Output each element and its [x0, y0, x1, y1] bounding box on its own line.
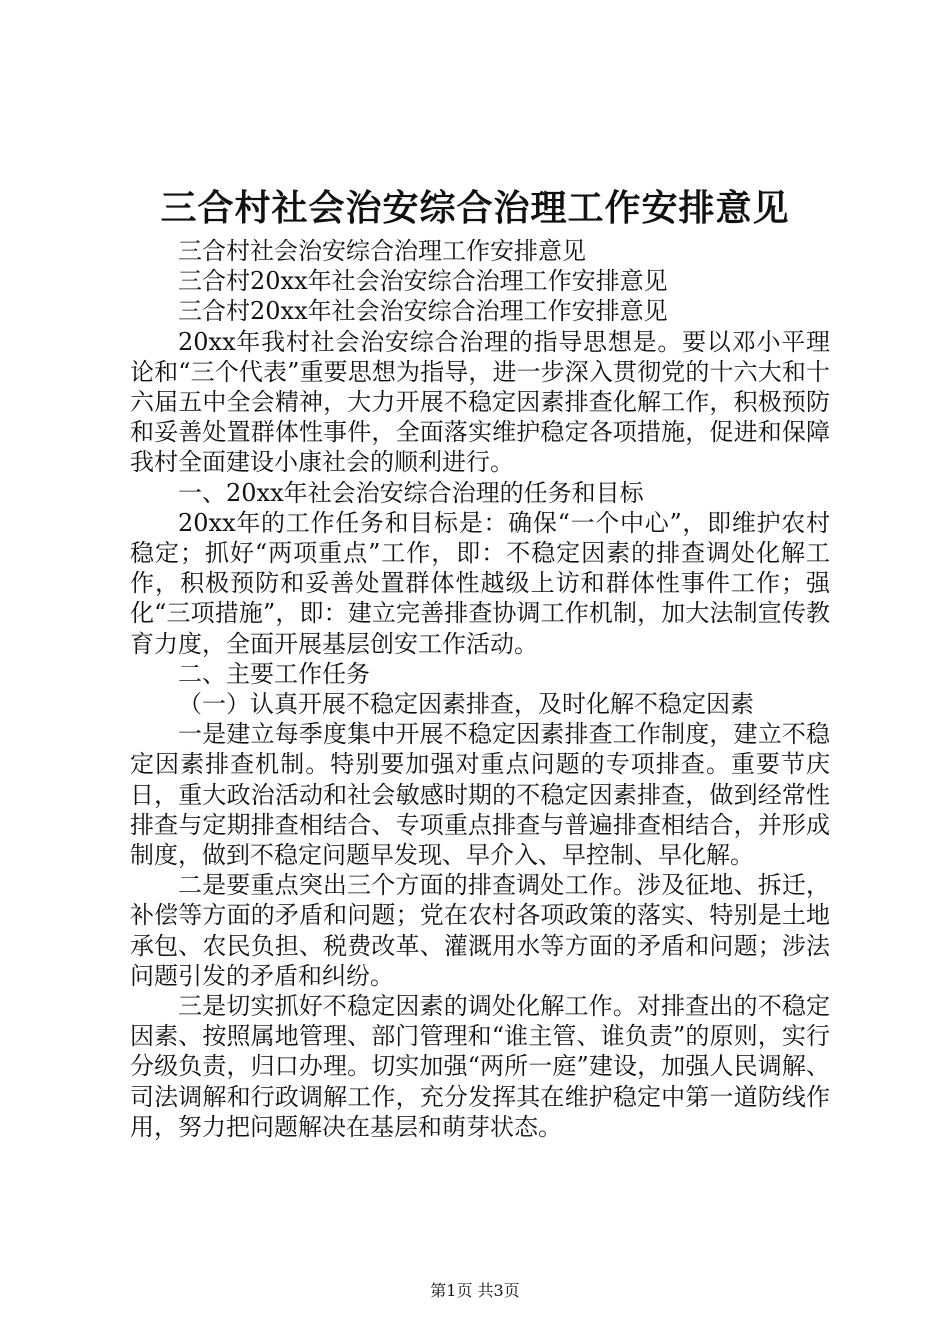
paragraph: 二是要重点突出三个方面的排查调处工作。涉及征地、拆迁，补偿等方面的矛盾和问题；党在农村各项政策的落实、特别是土地承包、农民负担、税费改革、灌溉用水等方面的矛盾和问题；涉法问题引发的矛盾和纠纷。	[130, 871, 830, 990]
document-body	[130, 236, 830, 1142]
page-footer: 第1页 共3页	[430, 1281, 520, 1300]
paragraph: 三合村社会治安综合治理工作安排意见	[178, 237, 586, 265]
paragraph: 20xx年的工作任务和目标是：确保“一个中心”，即维护农村稳定；抓好“两项重点”工作，即：不稳定因素的排查调处化解工作，积极预防和妥善处置群体性越级上访和群体性事件工作；强化“三项措施”，即：建立完善排查协调工作机制，加大法制宣传教育力度，全面开展基层创安工作活动。	[130, 508, 830, 658]
paragraph: 一是建立每季度集中开展不稳定因素排查工作制度，建立不稳定因素排查机制。特别要加强对重点问题的专项排查。重要节庆日，重大政治活动和社会敏感时期的不稳定因素排查，做到经常性排查与定期排查相结合、专项重点排查与普遍排查相结合，并形成制度，做到不稳定问题早发现、早介入、早控制、早化解。	[130, 720, 830, 870]
document-title: 三合村社会治安综合治理工作安排意见	[160, 187, 790, 229]
section-heading: 一、20xx年社会治安综合治理的任务和目标	[178, 478, 644, 507]
section-heading: 二、主要工作任务	[178, 659, 370, 688]
paragraph: 20xx年我村社会治安综合治理的指导思想是。要以邓小平理论和“三个代表”重要思想为指导，进一步深入贯彻党的十六大和十六届五中全会精神，大力开展不稳定因素排查化解工作，积极预防和妥善处置群体性事件，全面落实维护稳定各项措施，促进和保障我村全面建设小康社会的顺利进行。	[130, 327, 830, 477]
paragraph: 三是切实抓好不稳定因素的调处化解工作。对排查出的不稳定因素、按照属地管理、部门管理和“谁主管、谁负责”的原则，实行分级负责，归口办理。切实加强“两所一庭”建设，加强人民调解、司法调解和行政调解工作，充分发挥其在维护稳定中第一道防线作用，努力把问题解决在基层和萌芽状态。	[130, 992, 830, 1141]
paragraph: 三合村20xx年社会治安综合治理工作安排意见	[178, 267, 668, 296]
subsection-heading: （一）认真开展不稳定因素排查，及时化解不稳定因素	[178, 690, 754, 719]
paragraph: 三合村20xx年社会治安综合治理工作安排意见	[178, 297, 668, 326]
